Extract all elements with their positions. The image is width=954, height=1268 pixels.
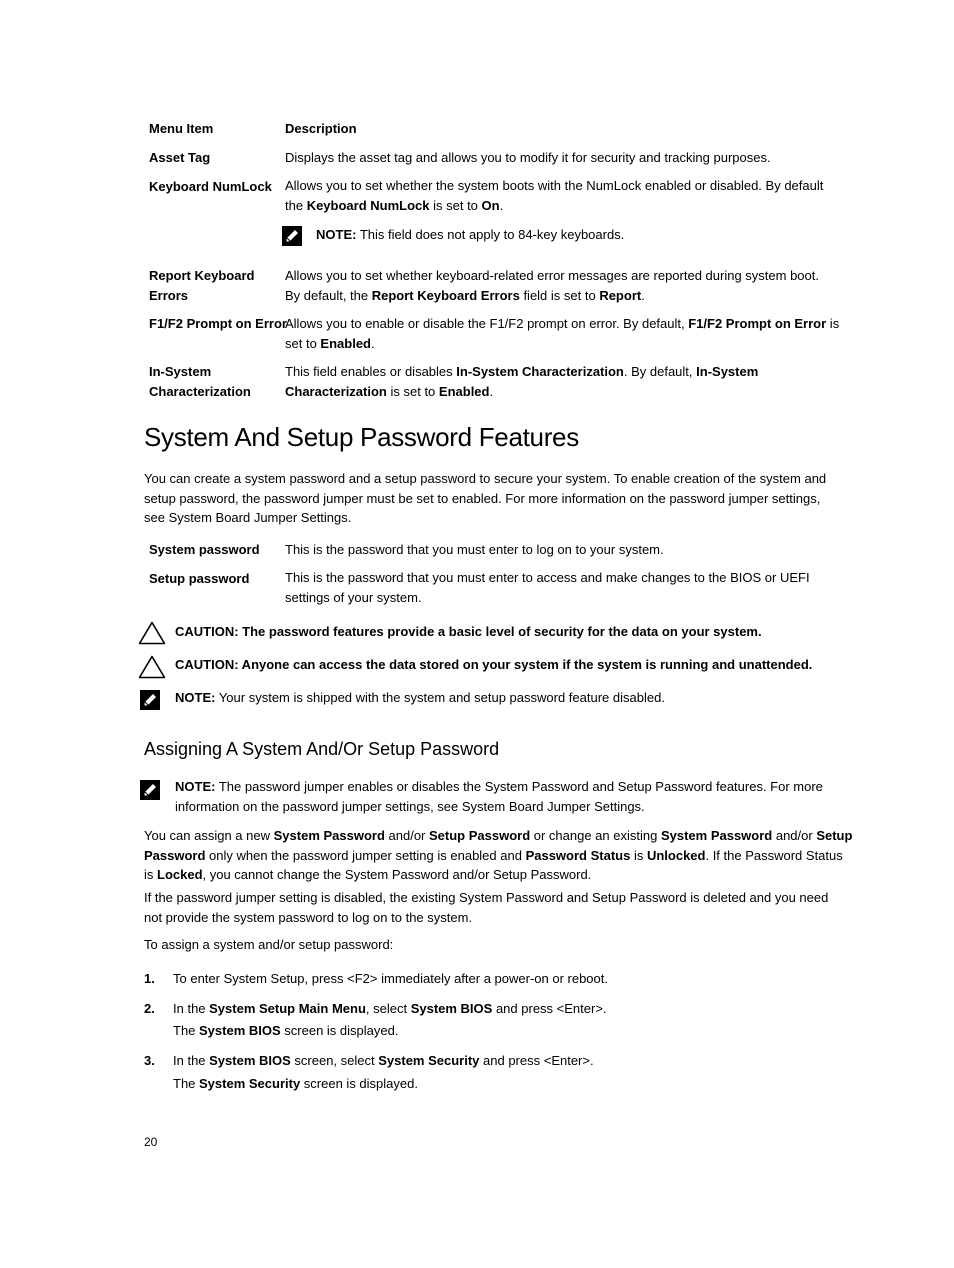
step-3-text: In the System BIOS screen, select System Security and press <Enter>. xyxy=(173,1053,594,1068)
desc-keyboard-numlock: Allows you to set whether the system boots with the NumLock enabled or disabled. By default the Keyboard NumLock is set to On. xyxy=(285,178,824,213)
paragraph-jumper-disabled: If the password jumper setting is disabled, the existing System Password and Setup Password is deleted and you need not provide the system password to log on to the system. xyxy=(144,890,829,925)
table-header-menu-item: Menu Item xyxy=(149,121,214,136)
table-header-description: Description xyxy=(285,121,357,136)
section1-intro: You can create a system password and a setup password to secure your system. To enable creation of the system and setup password, the password jumper must be set to enabled. For more information on the password jumper settings, see System Board Jumper Settings. xyxy=(144,471,827,525)
step-2-text: In the System Setup Main Menu, select System BIOS and press <Enter>. xyxy=(173,1001,607,1016)
menu-item-report-keyboard-errors: Report Keyboard Errors xyxy=(149,268,255,303)
paragraph-to-assign: To assign a system and/or setup password: xyxy=(144,937,394,952)
caution-triangle-icon xyxy=(138,655,166,679)
step-1-text: To enter System Setup, press <F2> immediately after a power-on or reboot. xyxy=(173,971,608,986)
menu-item-asset-tag: Asset Tag xyxy=(149,150,211,165)
note-pencil-icon xyxy=(140,780,160,800)
desc-setup-password: This is the password that you must enter to access and make changes to the BIOS or UEFI settings of your system. xyxy=(285,570,810,605)
caution-unattended-access: CAUTION: Anyone can access the data stored on your system if the system is running and unattended. xyxy=(175,657,813,672)
note-keyboard-numlock: NOTE: This field does not apply to 84-key keyboards. xyxy=(316,227,625,242)
caution-triangle-icon xyxy=(138,621,166,645)
step-number: 1. xyxy=(144,971,155,986)
term-setup-password: Setup password xyxy=(149,571,250,586)
caution-basic-security: CAUTION: The password features provide a basic level of security for the data on your system. xyxy=(175,624,762,639)
note-password-disabled: NOTE: Your system is shipped with the system and setup password feature disabled. xyxy=(175,690,665,705)
term-system-password: System password xyxy=(149,542,260,557)
step-3-result: The System Security screen is displayed. xyxy=(173,1076,418,1091)
note-pencil-icon xyxy=(140,690,160,710)
desc-asset-tag: Displays the asset tag and allows you to modify it for security and tracking purposes. xyxy=(285,150,771,165)
menu-item-f1f2-prompt: F1/F2 Prompt on Error xyxy=(149,316,287,331)
menu-item-keyboard-numlock: Keyboard NumLock xyxy=(149,179,272,194)
step-2-result: The System BIOS screen is displayed. xyxy=(173,1023,399,1038)
step-number: 2. xyxy=(144,1001,155,1016)
section-title-password-features: System And Setup Password Features xyxy=(144,422,579,452)
page-number: 20 xyxy=(144,1135,158,1149)
desc-report-keyboard-errors: Allows you to set whether keyboard-related error messages are reported during system boot. By default, the Report Keyboard Errors field is set to Report. xyxy=(285,268,819,303)
note-pencil-icon xyxy=(282,226,302,246)
step-number: 3. xyxy=(144,1053,155,1068)
desc-f1f2-prompt: Allows you to enable or disable the F1/F2 prompt on error. By default, F1/F2 Prompt on Error is set to Enabled. xyxy=(285,316,840,351)
menu-item-in-system-characterization: In-System Characterization xyxy=(149,364,251,399)
desc-system-password: This is the password that you must enter to log on to your system. xyxy=(285,542,664,557)
desc-in-system-characterization: This field enables or disables In-System Characterization. By default, In-System Characterization is set to Enabled. xyxy=(285,364,759,399)
note-password-jumper: NOTE: The password jumper enables or disables the System Password and Setup Password features. For more information on the password jumper settings, see System Board Jumper Settings. xyxy=(175,779,823,814)
paragraph-assign-password: You can assign a new System Password and/or Setup Password or change an existing System Password and/or Setup Password only when the password jumper setting is enabled and Password Status is Unlocked. If the Password Status is Locked, you cannot change the System Password and/or Setup Password. xyxy=(144,828,853,882)
section-title-assigning-password: Assigning A System And/Or Setup Password xyxy=(144,739,500,759)
